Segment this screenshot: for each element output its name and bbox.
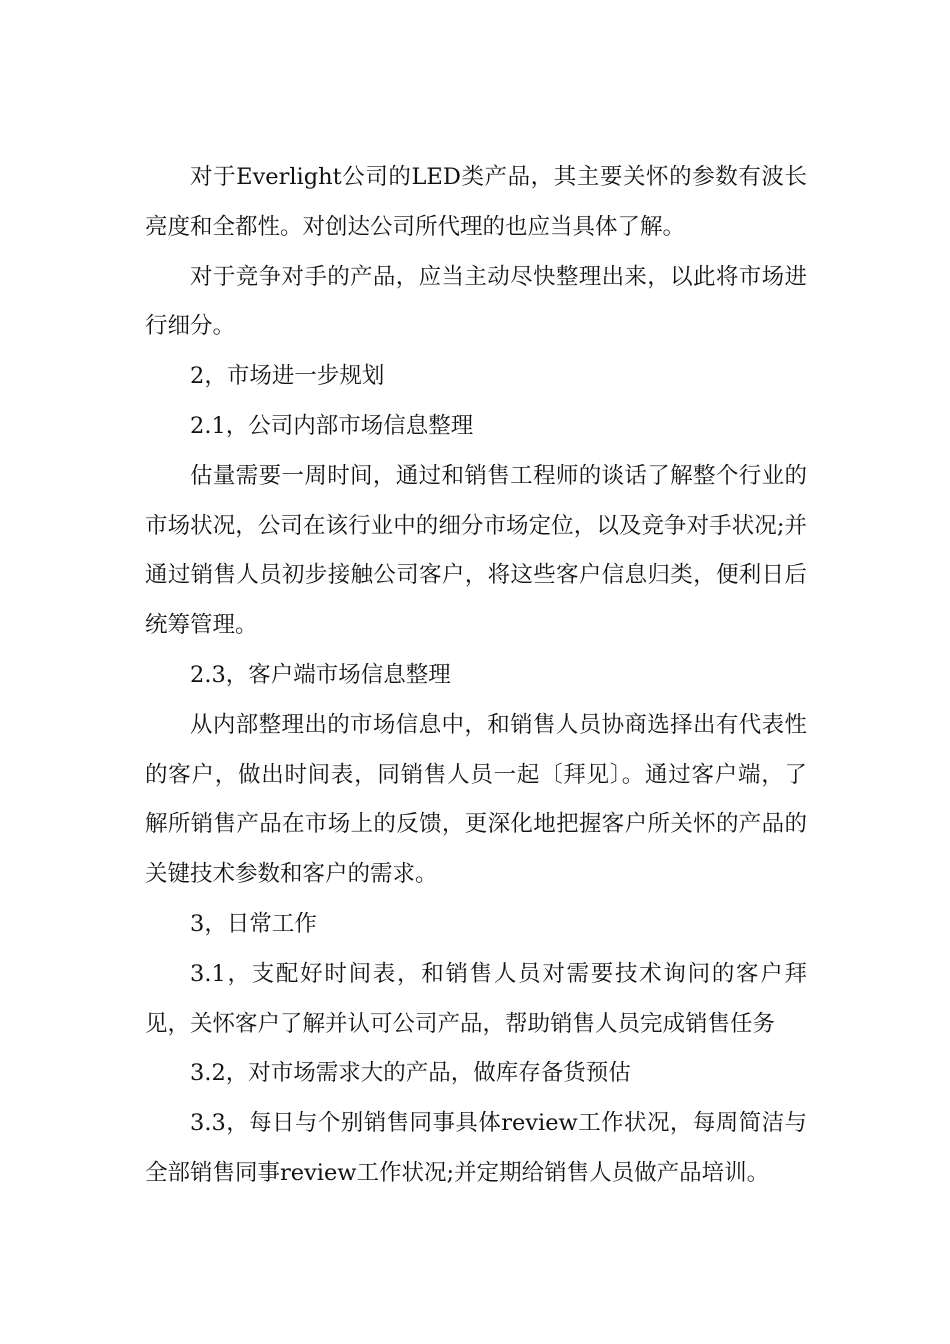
paragraph-estimate-one-week: 估量需要一周时间，通过和销售工程师的谈话了解整个行业的市场状况，公司在该行业中的细分市场定位，以及竞争对手状况;并通过销售人员初步接触公司客户，将这些客户信息归类，便利日后统筹管理。 bbox=[145, 462, 807, 639]
paragraph-everlight-led: 对于Everlight公司的LED类产品，其主要关怀的参数有波长亮度和全都性。对创达公司所代理的也应当具体了解。 bbox=[145, 164, 807, 240]
heading-daily-work: 3，日常工作 bbox=[190, 910, 317, 937]
document-body bbox=[145, 153, 807, 1199]
paragraph-schedule-visits: 3.1，支配好时间表，和销售人员对需要技术询问的客户拜见，关怀客户了解并认可公司产品，帮助销售人员完成销售任务 bbox=[145, 960, 807, 1037]
heading-customer-market-info: 2.3，客户端市场信息整理 bbox=[190, 661, 451, 688]
paragraph-daily-review: 3.3，每日与个别销售同事具体review工作状况，每周简洁与全部销售同事review工作状况;并定期给销售人员做产品培训。 bbox=[145, 1110, 807, 1186]
paragraph-inventory-estimate: 3.2，对市场需求大的产品，做库存备货预估 bbox=[190, 1060, 631, 1087]
paragraph-competitor-products: 对于竞争对手的产品，应当主动尽快整理出来，以此将市场进行细分。 bbox=[145, 263, 807, 340]
paragraph-customer-visit: 从内部整理出的市场信息中，和销售人员协商选择出有代表性的客户，做出时间表，同销售人员一起〔拜见〕。通过客户端，了解所销售产品在市场上的反馈，更深化地把握客户所关怀的产品的关键技术参数和客户的需求。 bbox=[145, 711, 807, 888]
heading-market-planning: 2，市场进一步规划 bbox=[190, 363, 385, 390]
heading-internal-market-info: 2.1，公司内部市场信息整理 bbox=[190, 412, 474, 439]
